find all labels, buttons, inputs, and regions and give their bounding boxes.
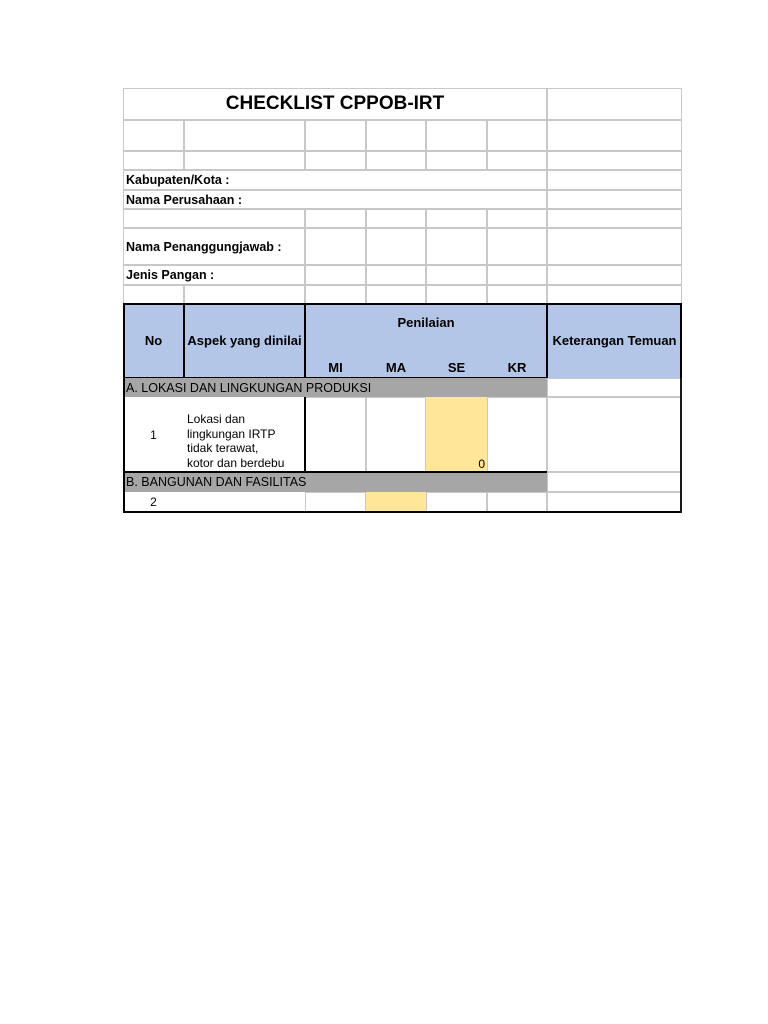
row-1-no: 1 — [150, 427, 157, 442]
border-line — [123, 303, 682, 305]
cell[interactable] — [547, 151, 682, 170]
row-1-kr[interactable] — [487, 397, 547, 472]
cell[interactable] — [366, 209, 426, 228]
border-line — [123, 511, 682, 513]
penanggungjawab-label: Nama Penanggungjawab : — [123, 228, 305, 265]
cell[interactable] — [426, 209, 487, 228]
border-line — [680, 303, 682, 378]
header-penilaian: Penilaian — [305, 304, 547, 342]
cell[interactable] — [123, 151, 184, 170]
cell[interactable] — [547, 285, 682, 304]
header-ma: MA — [366, 342, 426, 378]
row-2-no: 2 — [150, 495, 157, 509]
cell[interactable] — [547, 265, 682, 285]
cell[interactable] — [487, 151, 547, 170]
cell[interactable] — [426, 228, 487, 265]
cell[interactable] — [366, 151, 426, 170]
perusahaan-label: Nama Perusahaan : — [123, 190, 547, 209]
kabupaten-label: Kabupaten/Kota : — [123, 170, 547, 190]
cell[interactable] — [547, 88, 682, 120]
row-2-se[interactable] — [426, 492, 487, 512]
cell[interactable] — [487, 265, 547, 285]
cell[interactable] — [305, 228, 366, 265]
border-line — [123, 471, 547, 473]
row-1-aspek: Lokasi dan lingkungan IRTP tidak terawat, kotor dan berdebu — [187, 412, 285, 470]
cell[interactable] — [547, 472, 682, 492]
border-line — [546, 303, 548, 378]
cell[interactable] — [123, 285, 184, 304]
border-line — [123, 377, 547, 378]
border-line — [183, 303, 185, 378]
header-se: SE — [426, 342, 487, 378]
cell[interactable] — [426, 265, 487, 285]
row-1-ma[interactable] — [366, 397, 426, 472]
row-2-keterangan[interactable] — [547, 492, 682, 512]
row-1-mi[interactable] — [305, 397, 366, 472]
cell[interactable] — [305, 285, 366, 304]
border-line — [304, 303, 306, 378]
cell[interactable] — [426, 120, 487, 151]
cell[interactable] — [547, 209, 682, 228]
header-mi: MI — [305, 342, 366, 378]
border-line — [123, 303, 125, 513]
row-2-ma[interactable] — [366, 492, 426, 512]
sheet-title: CHECKLIST CPPOB-IRT — [123, 88, 547, 120]
cell[interactable] — [547, 120, 682, 151]
cell[interactable] — [366, 265, 426, 285]
header-no: No — [123, 304, 184, 378]
row-1-se[interactable]: 0 — [426, 397, 487, 472]
cell[interactable] — [547, 378, 682, 397]
jenis-pangan-label: Jenis Pangan : — [123, 265, 305, 285]
row-2-mi[interactable] — [305, 492, 366, 512]
cell[interactable] — [487, 228, 547, 265]
cell[interactable] — [487, 209, 547, 228]
cell[interactable] — [123, 120, 184, 151]
header-aspek: Aspek yang dinilai — [184, 304, 305, 378]
border-line — [680, 378, 682, 513]
row-1-keterangan[interactable] — [547, 397, 682, 472]
header-kr: KR — [487, 342, 547, 378]
cell[interactable] — [426, 151, 487, 170]
cell[interactable] — [305, 265, 366, 285]
cell[interactable] — [426, 285, 487, 304]
row-2-kr[interactable] — [487, 492, 547, 512]
row-2-aspek[interactable] — [184, 492, 305, 512]
cell[interactable] — [366, 228, 426, 265]
section-a-header: A. LOKASI DAN LINGKUNGAN PRODUKSI — [123, 378, 547, 397]
header-keterangan: Keterangan Temuan — [547, 304, 682, 378]
cell[interactable] — [547, 170, 682, 190]
cell[interactable] — [184, 120, 305, 151]
cell[interactable] — [487, 120, 547, 151]
cell[interactable] — [184, 285, 305, 304]
cell[interactable] — [305, 151, 366, 170]
border-line — [304, 397, 306, 472]
cell[interactable] — [123, 209, 305, 228]
cell[interactable] — [366, 285, 426, 304]
cell[interactable] — [305, 209, 366, 228]
cell[interactable] — [184, 151, 305, 170]
cell[interactable] — [305, 120, 366, 151]
section-b-header: B. BANGUNAN DAN FASILITAS — [123, 472, 547, 492]
cell[interactable] — [547, 228, 682, 265]
cell[interactable] — [487, 285, 547, 304]
cell[interactable] — [547, 190, 682, 209]
cell[interactable] — [366, 120, 426, 151]
